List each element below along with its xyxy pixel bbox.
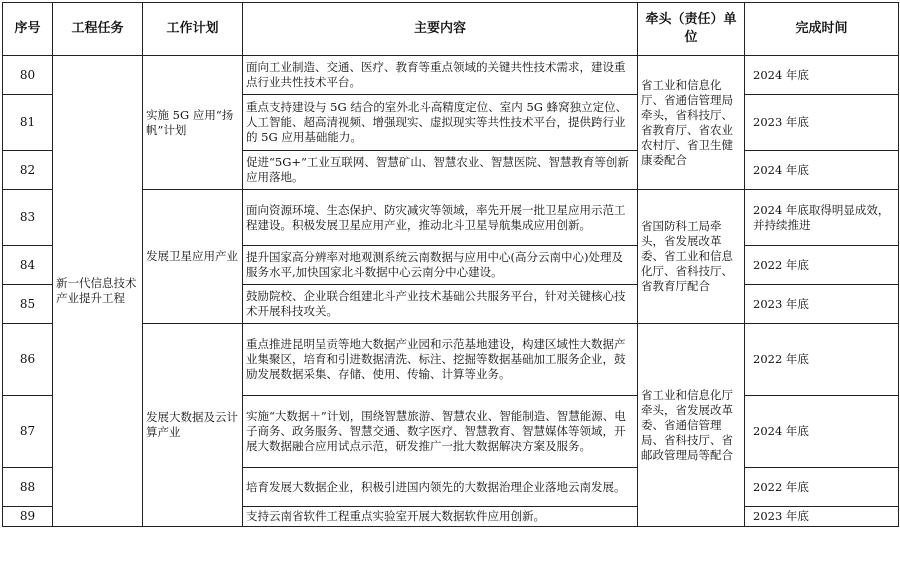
content-cell: 实施“大数据＋”计划，围绕智慧旅游、智慧农业、智能制造、智慧能源、电子商务、政务服务、智慧交通、数字医疗、智慧教育、智慧媒体等领域，开展大数据融合应用试点示范，研发推广一批大数据解决方案及服务。 xyxy=(243,396,638,468)
seq-cell: 86 xyxy=(3,324,53,396)
time-cell: 2023 年底 xyxy=(745,285,899,324)
plan-cell-5g: 实施 5G 应用“扬帆”计划 xyxy=(143,56,243,190)
time-cell: 2024 年底 xyxy=(745,396,899,468)
time-cell: 2023 年底 xyxy=(745,95,899,151)
seq-cell: 82 xyxy=(3,151,53,190)
content-cell: 重点推进昆明呈贡等地大数据产业园和示范基地建设，构建区域性大数据产业集聚区，培育和引进数据清洗、标注、挖掘等数据基础加工服务企业，鼓励发展数据采集、存储、使用、传输、计算等业务。 xyxy=(243,324,638,396)
seq-cell: 83 xyxy=(3,190,53,246)
task-cell: 新一代信息技术产业提升工程 xyxy=(53,56,143,527)
lead-cell-bigdata: 省工业和信息化厅牵头，省发展改革委、省通信管理局、省科技厅、省邮政管理局等配合 xyxy=(638,324,745,527)
table-row xyxy=(3,56,899,95)
header-task: 工程任务 xyxy=(53,3,143,56)
time-cell: 2023 年底 xyxy=(745,507,899,527)
header-lead: 牵头（责任）单位 xyxy=(638,3,745,56)
time-cell: 2024 年底取得明显成效，并持续推进 xyxy=(745,190,899,246)
plan-cell-satellite: 发展卫星应用产业 xyxy=(143,190,243,324)
seq-cell: 84 xyxy=(3,246,53,285)
header-seq: 序号 xyxy=(3,3,53,56)
lead-cell-satellite: 省国防科工局牵头，省发展改革委、省工业和信息化厅、省科技厅、省教育厅配合 xyxy=(638,190,745,324)
content-cell: 促进“5G+”工业互联网、智慧矿山、智慧农业、智慧医院、智慧教育等创新应用落地。 xyxy=(243,151,638,190)
seq-cell: 89 xyxy=(3,507,53,527)
time-cell: 2022 年底 xyxy=(745,246,899,285)
header-plan: 工作计划 xyxy=(143,3,243,56)
seq-cell: 81 xyxy=(3,95,53,151)
lead-cell-5g: 省工业和信息化厅、省通信管理局牵头，省科技厅、省教育厅、省农业农村厅、省卫生健康委配合 xyxy=(638,56,745,190)
content-cell: 培育发展大数据企业，积极引进国内领先的大数据治理企业落地云南发展。 xyxy=(243,468,638,507)
header-row xyxy=(3,3,899,56)
content-cell: 重点支持建设与 5G 结合的室外北斗高精度定位、室内 5G 蜂窝独立定位、人工智能、超高清视频、增强现实、虚拟现实等共性技术平台，提供跨行业的 5G 应用基础能力。 xyxy=(243,95,638,151)
content-cell: 支持云南省软件工程重点实验室开展大数据软件应用创新。 xyxy=(243,507,638,527)
seq-cell: 88 xyxy=(3,468,53,507)
content-cell: 面向资源环境、生态保护、防灾减灾等领域，率先开展一批卫星应用示范工程建设。积极发展卫星应用产业，推动北斗卫星导航集成应用创新。 xyxy=(243,190,638,246)
seq-cell: 87 xyxy=(3,396,53,468)
content-cell: 面向工业制造、交通、医疗、教育等重点领域的关键共性技术需求，建设重点行业共性技术平台。 xyxy=(243,56,638,95)
seq-cell: 85 xyxy=(3,285,53,324)
time-cell: 2022 年底 xyxy=(745,324,899,396)
plan-cell-bigdata: 发展大数据及云计算产业 xyxy=(143,324,243,527)
time-cell: 2022 年底 xyxy=(745,468,899,507)
header-content: 主要内容 xyxy=(243,3,638,56)
content-cell: 提升国家高分辨率对地观测系统云南数据与应用中心(高分云南中心)处理及服务水平,加快国家北斗数据中心云南分中心建设。 xyxy=(243,246,638,285)
content-cell: 鼓励院校、企业联合组建北斗产业技术基础公共服务平台，针对关键核心技术开展科技攻关。 xyxy=(243,285,638,324)
time-cell: 2024 年底 xyxy=(745,151,899,190)
task-table xyxy=(2,2,899,527)
seq-cell: 80 xyxy=(3,56,53,95)
time-cell: 2024 年底 xyxy=(745,56,899,95)
header-time: 完成时间 xyxy=(745,3,899,56)
